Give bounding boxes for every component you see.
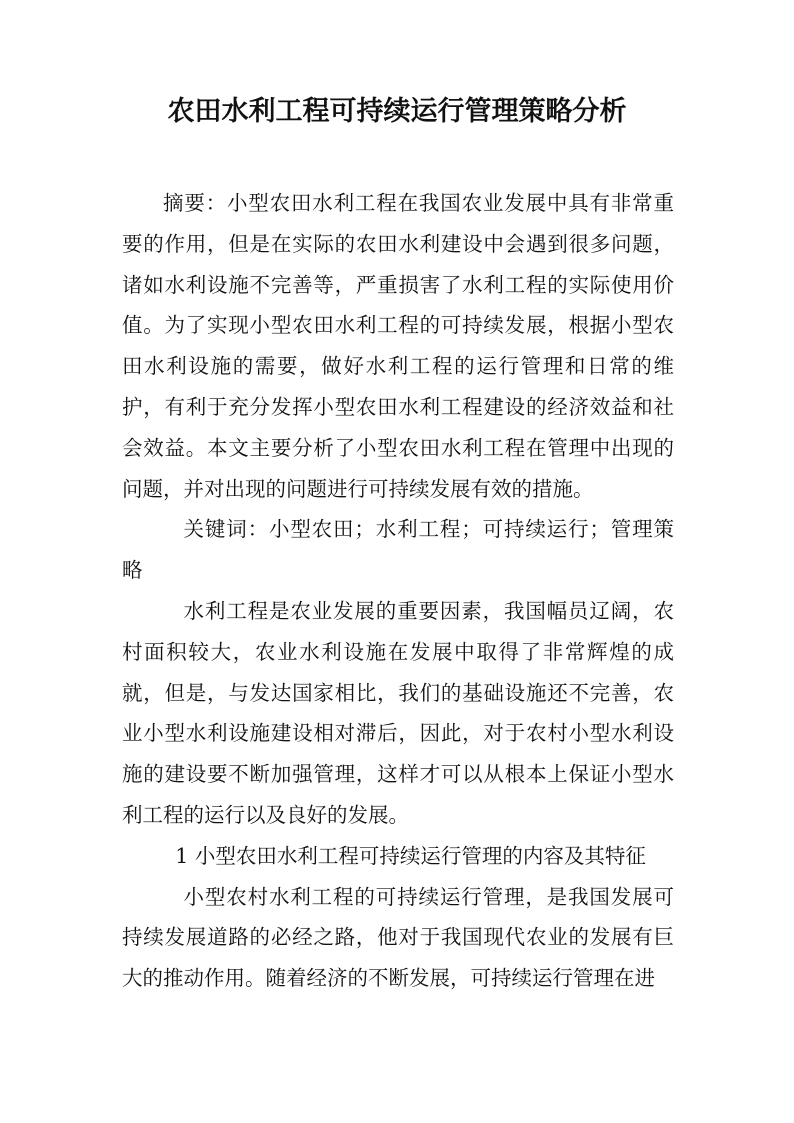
keywords-paragraph: 关键词：小型农田；水利工程；可持续运行；管理策略 <box>122 517 674 583</box>
abstract-paragraph: 摘要：小型农田水利工程在我国农业发展中具有非常重要的作用，但是在实际的农田水利建设中会遇到很多问题，诸如水利设施不完善等，严重损害了水利工程的实际使用价值。为了实现小型农田水利工程的可持续发展，根据小型农田水利设施的需要，做好水利工程的运行管理和日常的维护，有利于充分发挥小型农田水利工程建设的经济效益和社会效益。本文主要分析了小型农田水利工程在管理中出现的问题，并对出现的问题进行可持续发展有效的措施。 <box>122 191 674 501</box>
document-title: 农田水利工程可持续运行管理策略分析 <box>167 96 627 127</box>
document-body <box>122 183 674 999</box>
section-paragraph: 小型农村水利工程的可持续运行管理，是我国发展可持续发展道路的必经之路，他对于我国现代农业的发展有巨大的推动作用。随着经济的不断发展，可持续运行管理在进 <box>122 884 674 991</box>
intro-paragraph: 水利工程是农业发展的重要因素，我国幅员辽阔，农村面积较大，农业水利设施在发展中取得了非常辉煌的成就，但是，与发达国家相比，我们的基础设施还不完善，农业小型水利设施建设相对滞后，因此，对于农村小型水利设施的建设要不断加强管理，这样才可以从根本上保证小型水利工程的运行以及良好的发展。 <box>122 598 674 827</box>
section-heading: 1 小型农田水利工程可持续运行管理的内容及其特征 <box>175 843 646 868</box>
